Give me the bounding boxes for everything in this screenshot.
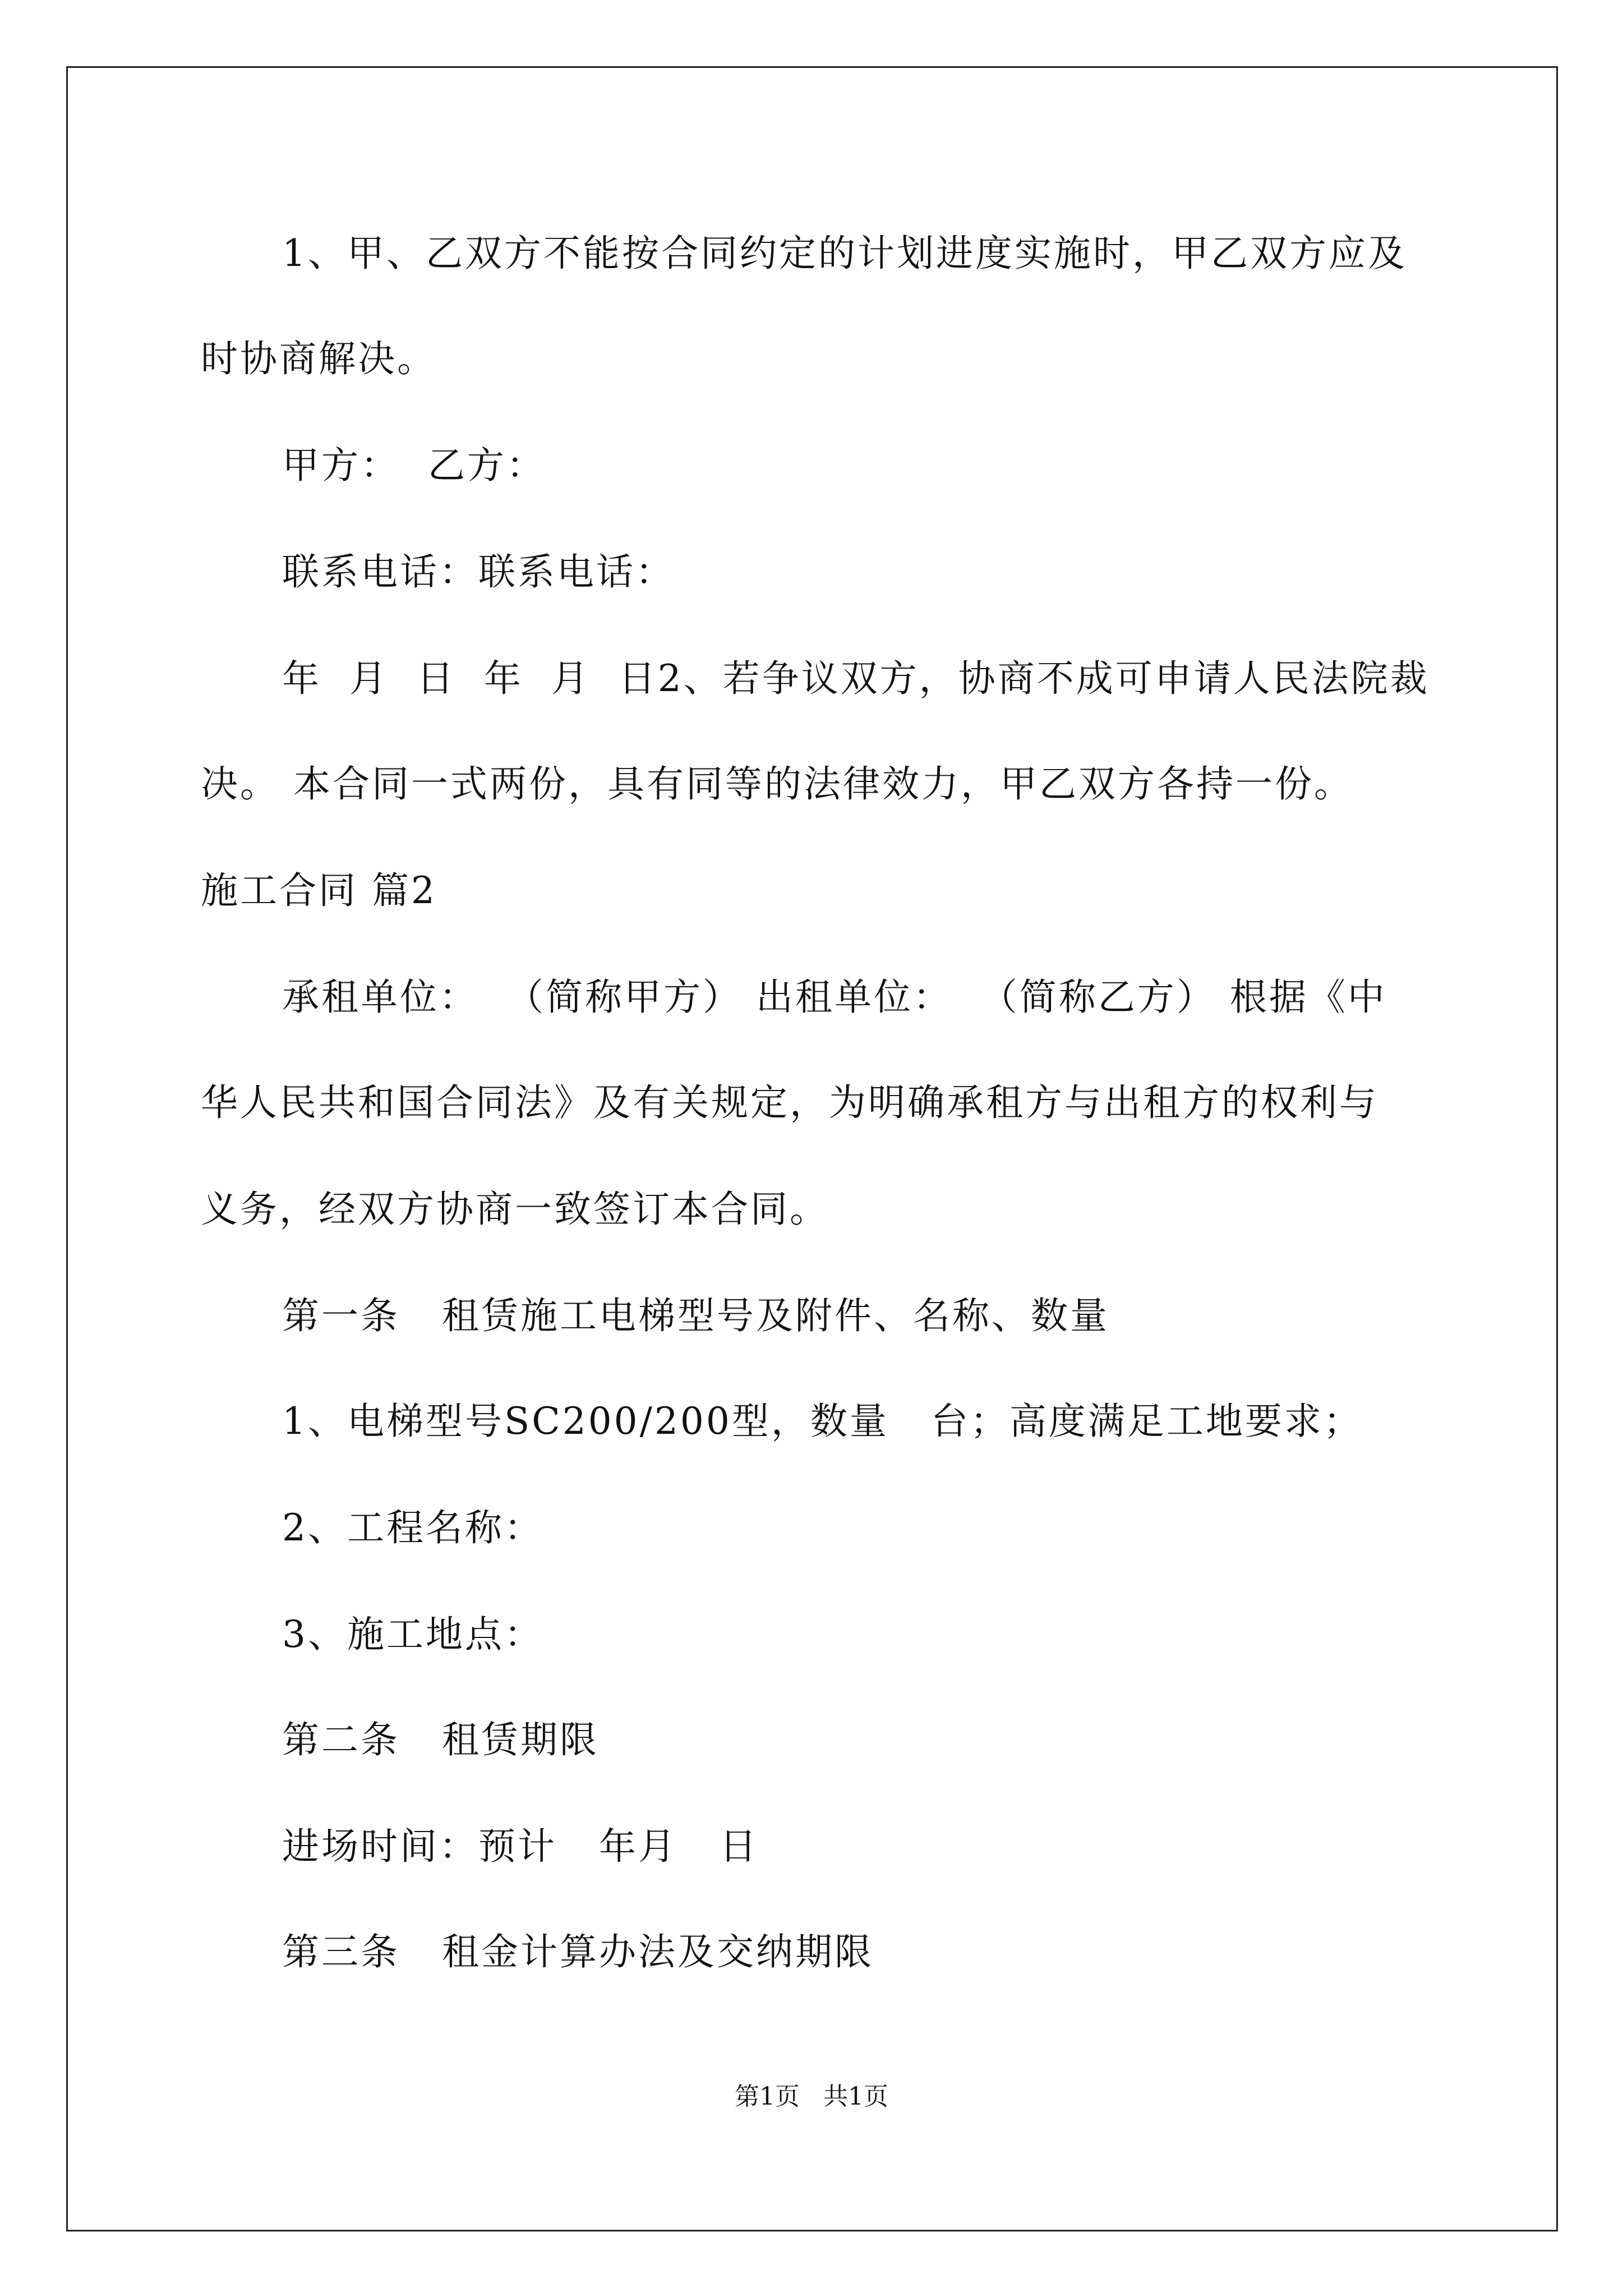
list-item: 1、电梯型号SC200/200型，数量 台；高度满足工地要求； (282, 1400, 1363, 1443)
page-number-footer: 第1页 共1页 (735, 2082, 888, 2111)
paragraph-line: 时协商解决。 (201, 337, 436, 380)
list-item: 2、工程名称： (282, 1506, 543, 1549)
paragraph-line: 进场时间：预计 年月 日 (282, 1825, 759, 1868)
article-heading: 第二条 租赁期限 (282, 1718, 599, 1761)
article-heading: 第一条 租赁施工电梯型号及附件、名称、数量 (282, 1294, 1109, 1337)
paragraph-line: 决。 本合同一式两份，具有同等的法律效力，甲乙双方各持一份。 (201, 762, 1353, 806)
paragraph-line: 华人民共和国合同法》及有关规定，为明确承租方与出租方的权利与 (201, 1081, 1378, 1124)
paragraph-line: 承租单位： （简称甲方） 出租单位： （简称乙方） 根据《中 (282, 976, 1387, 1019)
phone-line: 联系电话：联系电话： (282, 550, 675, 593)
article-heading: 第三条 租金计算办法及交纳期限 (282, 1930, 874, 1973)
section-heading: 施工合同 篇2 (201, 869, 437, 912)
document-body (201, 0, 1435, 2296)
paragraph-line: 1、甲、乙双方不能按合同约定的计划进度实施时，甲乙双方应及 (282, 232, 1407, 275)
list-item: 3、施工地点： (282, 1613, 543, 1656)
paragraph-line: 年 月 日 年 月 日2、若争议双方，协商不成可申请人民法院裁 (282, 657, 1430, 700)
paragraph-line: 义务，经双方协商一致签订本合同。 (201, 1188, 829, 1231)
party-line: 甲方： 乙方： (282, 444, 546, 487)
